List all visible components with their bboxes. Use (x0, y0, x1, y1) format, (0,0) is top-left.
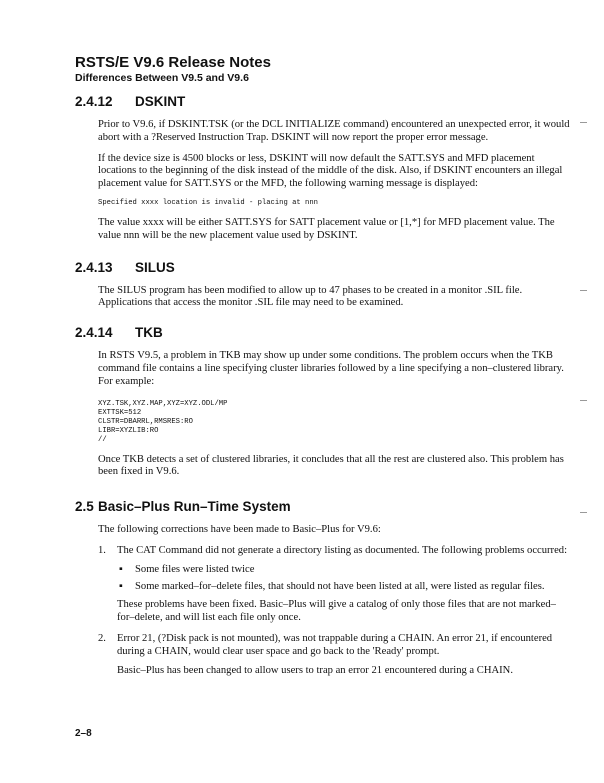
document-subtitle: Differences Between V9.5 and V9.6 (75, 72, 249, 84)
list-number: 2. (98, 632, 106, 644)
paragraph: The value xxxx will be either SATT.SYS for SATT placement value or [1,*] for MFD placement value. The value nnn will be the new placement value used by DSKINT. (98, 216, 555, 241)
bullet-list (117, 564, 573, 594)
section-basic-plus (75, 499, 575, 677)
section-tkb (75, 325, 575, 479)
paragraph: If the device size is 4500 blocks or less, DSKINT will now default the SATT.SYS and MFD placement locations to the beginning of the disk instead of the middle of the disk. Also, if DSKINT encounters an illegal placement value for SATT.SYS or the MFD, the following warning message is displayed: (98, 152, 563, 190)
section-heading (75, 94, 575, 110)
paragraph: Once TKB detects a set of clustered libraries, it concludes that all the rest are clustered also. This problem has been fixed in V9.6. (98, 453, 564, 478)
list-item-text: Error 21, (?Disk pack is not mounted), was not trappable during a CHAIN. An error 21, if encountered during a CHAIN, would clear user space and go back to the 'Ready' prompt. (117, 632, 553, 657)
paragraph: The following corrections have been made to Basic–Plus for V9.6: (98, 524, 381, 536)
section-dskint (75, 94, 575, 243)
section-number: 2.4.13 (75, 259, 113, 275)
section-number: 2.4.14 (75, 325, 113, 341)
bullet-text: Some marked–for–delete files, that should not have been listed at all, were listed as regular files. (135, 580, 545, 592)
margin-mark (580, 290, 587, 291)
section-title: TKB (135, 325, 163, 341)
paragraph: Prior to V9.6, if DSKINT.TSK (or the DCL INITIALIZE command) encountered an unexpected error, it would abort with a ?Reserved Instruction Trap. DSKINT will now report the proper error message. (98, 119, 570, 143)
paragraph: The SILUS program has been modified to allow up to 47 phases to be created in a monitor .SIL file. Applications that access the monitor .SIL file may need to be examined. (98, 284, 523, 309)
list-item (98, 545, 573, 625)
section-title: Basic–Plus Run–Time System (98, 499, 291, 515)
section-title: DSKINT (135, 94, 186, 109)
document-title: RSTS/E V9.6 Release Notes (75, 54, 271, 71)
list-item (98, 633, 573, 677)
list-number: 1. (98, 544, 106, 556)
section-heading (75, 260, 575, 276)
bullet-icon: ▪ (119, 563, 123, 575)
section-heading (75, 325, 575, 341)
section-heading (75, 499, 575, 515)
numbered-list (98, 545, 573, 677)
paragraph: In RSTS V9.5, a problem in TKB may show up under some conditions. The problem occurs when the TKB command file contains a line specifying cluster libraries followed by a line specifying a non–clustered library. For example: (98, 350, 564, 387)
bullet-item (117, 564, 573, 577)
margin-mark (580, 400, 587, 401)
margin-mark (580, 122, 587, 123)
page-number: 2–8 (75, 728, 92, 739)
list-item-text: The CAT Command did not generate a directory listing as documented. The following problems occurred: (117, 544, 568, 556)
list-item-text: Basic–Plus has been changed to allow users to trap an error 21 encountered during a CHAIN. (117, 664, 513, 676)
code-sample: XYZ.TSK,XYZ.MAP,XYZ=XYZ.ODL/MP EXTTSK=512 CLSTR=DBARRL,RMSRES:RO LIBR=XYZLIB:RO // (98, 399, 228, 444)
section-number: 2.5 (75, 499, 94, 515)
bullet-text: Some files were listed twice (135, 563, 255, 575)
code-sample: Specified xxxx location is invalid - placing at nnn (98, 198, 318, 207)
bullet-icon: ▪ (119, 580, 123, 592)
document-page (75, 54, 575, 685)
list-item-text: These problems have been fixed. Basic–Plus will give a catalog of only those files that are not marked–for–delete, and will list each file only once. (117, 599, 556, 624)
section-title: SILUS (135, 259, 175, 275)
section-silus (75, 260, 575, 311)
margin-mark (580, 512, 587, 513)
section-number: 2.4.12 (75, 94, 113, 109)
bullet-item (117, 581, 573, 594)
